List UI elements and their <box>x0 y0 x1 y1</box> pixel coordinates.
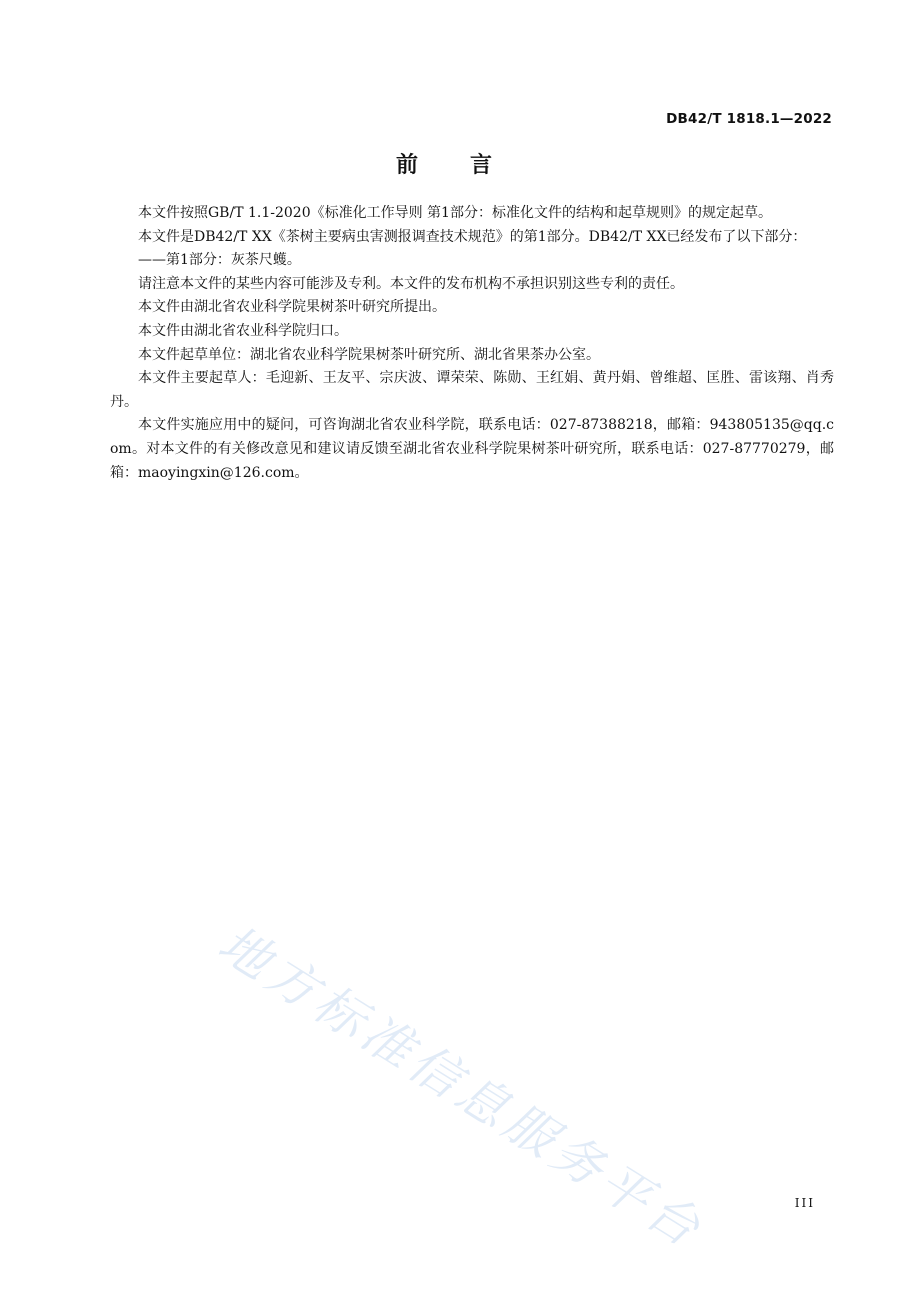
watermark: 地方标准信息服务平台 <box>208 914 715 1261</box>
paragraph-proposer: 本文件由湖北省农业科学院果树茶叶研究所提出。 <box>138 299 446 316</box>
page-title: 前言 <box>395 153 544 178</box>
paragraph-drafting-units: 本文件起草单位：湖北省农业科学院果树茶叶研究所、湖北省果茶办公室。 <box>138 346 600 363</box>
document-code: DB42/T 1818.1—2022 <box>666 111 832 127</box>
paragraph-series-info: 本文件是DB42/T XX《茶树主要病虫害测报调查技术规范》的第1部分。DB42/T XX已经发布了以下部分： <box>138 228 807 245</box>
paragraph-administrator: 本文件由湖北省农业科学院归口。 <box>138 322 348 339</box>
document-body <box>110 202 834 485</box>
paragraph-drafters: 本文件主要起草人：毛迎新、王友平、宗庆波、谭荣荣、陈勋、王红娟、黄丹娟、曾维超、匡胜、雷该翔、肖秀丹。 <box>110 370 834 410</box>
paragraph-drafting-rules: 本文件按照GB/T 1.1-2020《标准化工作导则 第1部分：标准化文件的结构和起草规则》的规定起草。 <box>138 205 772 221</box>
paragraph-contact-info: 本文件实施应用中的疑问，可咨询湖北省农业科学院，联系电话：027-87388218，邮箱：943805135@qq.com。对本文件的有关修改意见和建议请反馈至湖北省农业科学院果树茶叶研究所，联系电话：027-87770279，邮箱：maoyingxin@126.com。 <box>110 417 834 481</box>
page-number: III <box>794 1196 815 1210</box>
paragraph-published-part: ——第1部分：灰茶尺蠖。 <box>138 252 301 269</box>
paragraph-patent-notice: 请注意本文件的某些内容可能涉及专利。本文件的发布机构不承担识别这些专利的责任。 <box>138 275 684 292</box>
